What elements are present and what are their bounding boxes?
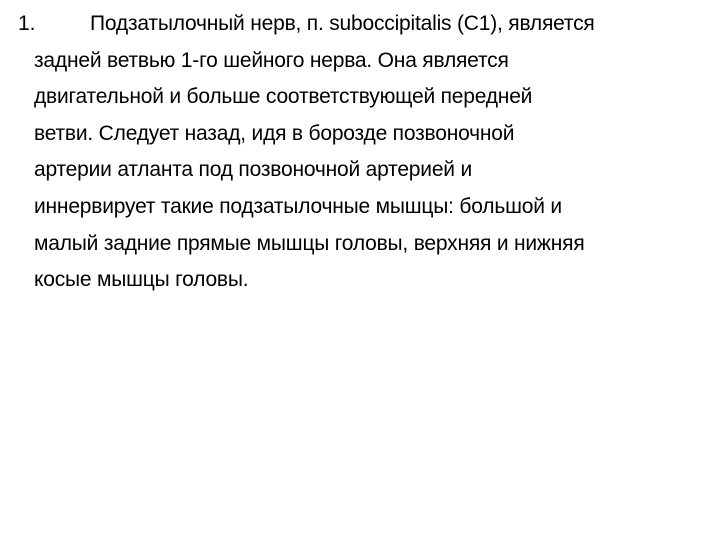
paragraph-line: иннервирует такие подзатылочные мышцы: большой и — [34, 194, 562, 218]
numbered-list-item — [18, 6, 716, 299]
list-item-number: 1. — [18, 12, 36, 35]
paragraph-line: артерии атланта под позвоночной артерией и — [34, 158, 472, 182]
paragraph-line: двигательной и больше соответствующей передней — [34, 85, 533, 109]
paragraph-line: Подзатылочный нерв, п. suboccipitalis (С1), является — [90, 12, 595, 35]
paragraph-line: задней ветвью 1-го шейного нерва. Она является — [34, 48, 509, 72]
paragraph-line: малый задние прямые мышцы головы, верхняя и нижняя — [34, 231, 585, 255]
paragraph-line: косые мышцы головы. — [34, 268, 249, 292]
paragraph-line: ветви. Следует назад, идя в борозде позвоночной — [34, 121, 515, 145]
list-item-paragraph — [18, 6, 716, 299]
